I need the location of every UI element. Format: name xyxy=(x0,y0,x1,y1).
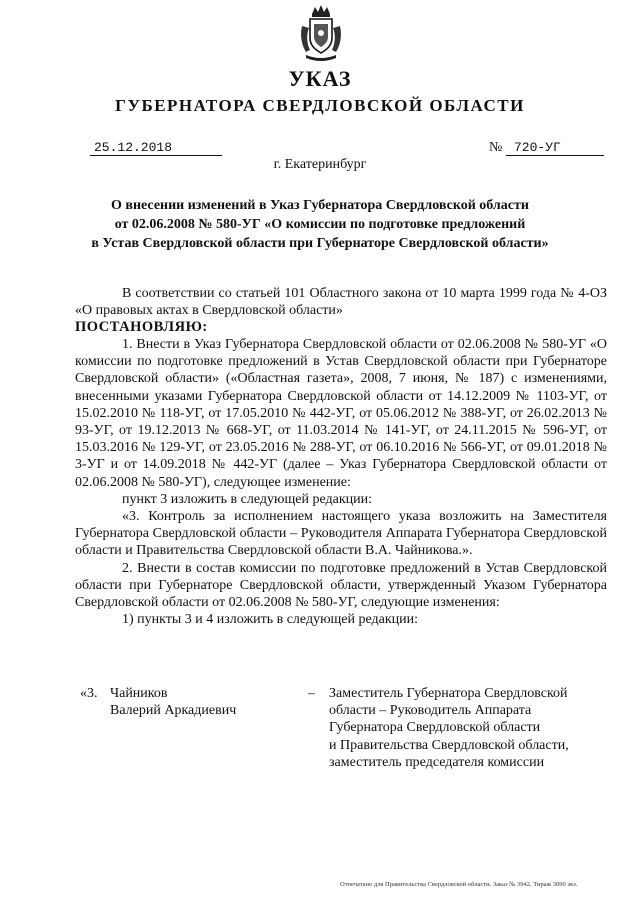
member-surname: Чайников xyxy=(110,686,168,701)
member-position xyxy=(329,685,609,771)
member-name: Валерий Аркадиевич xyxy=(110,703,237,718)
item-1-paragraph: 1. Внести в Указ Губернатора Свердловской области от 02.06.2008 № 580-УГ «О комиссии по подготовке предложений в Устав Свердловской области при Губернаторе Свердловской области» («Областная газета», 2008, 7 июня, № 187) с изменениями, внесенными указами Губернатора Свердловской области от 14.12.2009 № 1103-УГ, от 15.02.2010 № 118-УГ, от 17.05.2010 № 442-УГ, от 05.06.2012 № 388-УГ, от 26.02.2013 № 93-УГ, от 19.12.2013 № 668-УГ, от 11.03.2014 № 141-УГ, от 24.11.2015 № 596-УГ, от 15.03.2016 № 129-УГ, от 23.05.2016 № 288-УГ, от 06.10.2016 № 566-УГ, от 09.01.2018 № 3-УГ и от 14.09.2018 № 442-УГ (далее – Указ Губернатора Свердловской области от 02.06.2008 № 580-УГ), следующее изменение: xyxy=(75,337,607,490)
decree-number-value: 720-УГ xyxy=(514,140,561,155)
heading-line: в Устав Свердловской области при Губернаторе Свердловской области» xyxy=(91,236,549,251)
decree-body xyxy=(75,336,607,628)
document-type-title: УКАЗ xyxy=(288,66,352,91)
heading-line: О внесении изменений в Указ Губернатора Свердловской области xyxy=(111,198,529,213)
member-position-line: Губернатора Свердловской области xyxy=(329,720,541,736)
heading-line: от 02.06.2008 № 580-УГ «О комиссии по подготовке предложений xyxy=(114,217,526,232)
decree-number-label: № xyxy=(489,140,503,155)
decree-number xyxy=(506,140,604,156)
decree-date-value: 25.12.2018 xyxy=(94,140,173,155)
city-line: г. Екатеринбург xyxy=(273,157,367,172)
preamble-paragraph: В соответствии со статьей 101 Областного закона от 10 марта 1999 года № 4-ОЗ «О правовых актах в Свердловской области» xyxy=(75,286,607,319)
decree-heading xyxy=(60,196,580,253)
member-position-line: и Правительства Свердловской области, xyxy=(329,737,569,753)
item-1-quote: «3. Контроль за исполнением настоящего указа возложить на Заместителя Губернатора Свердловской области – Руководителя Аппарата Губернатора Свердловской области и Правительства Свердловской области В.А. Чайникова.». xyxy=(75,509,607,559)
item-2-paragraph: 2. Внести в состав комиссии по подготовке предложений в Устав Свердловской области при Губернаторе Свердловской области, утвержденный Указом Губернатора Свердловской области от 02.06.2008 № 580-УГ, следующие изменения: xyxy=(75,560,607,611)
member-dash: – xyxy=(308,686,315,701)
decree-word: ПОСТАНОВЛЯЮ: xyxy=(75,319,208,335)
member-position-line: области – Руководитель Аппарата xyxy=(329,703,532,719)
member-number: «3. xyxy=(80,686,98,701)
item-2-subparagraph: 1) пункты 3 и 4 изложить в следующей редакции: xyxy=(122,612,419,628)
decree-date xyxy=(90,140,222,156)
member-position-line: заместитель председателя комиссии xyxy=(329,754,545,770)
item-1-subparagraph: пункт 3 изложить в следующей редакции: xyxy=(122,491,372,507)
print-note: Отпечатано для Правительства Свердловской области. Заказ № 3942. Тираж 3090 экз. xyxy=(340,881,578,888)
coat-of-arms-icon xyxy=(298,4,344,64)
member-position-line: Заместитель Губернатора Свердловской xyxy=(329,686,568,701)
issuer-title: ГУБЕРНАТОРА СВЕРДЛОВСКОЙ ОБЛАСТИ xyxy=(115,96,525,115)
